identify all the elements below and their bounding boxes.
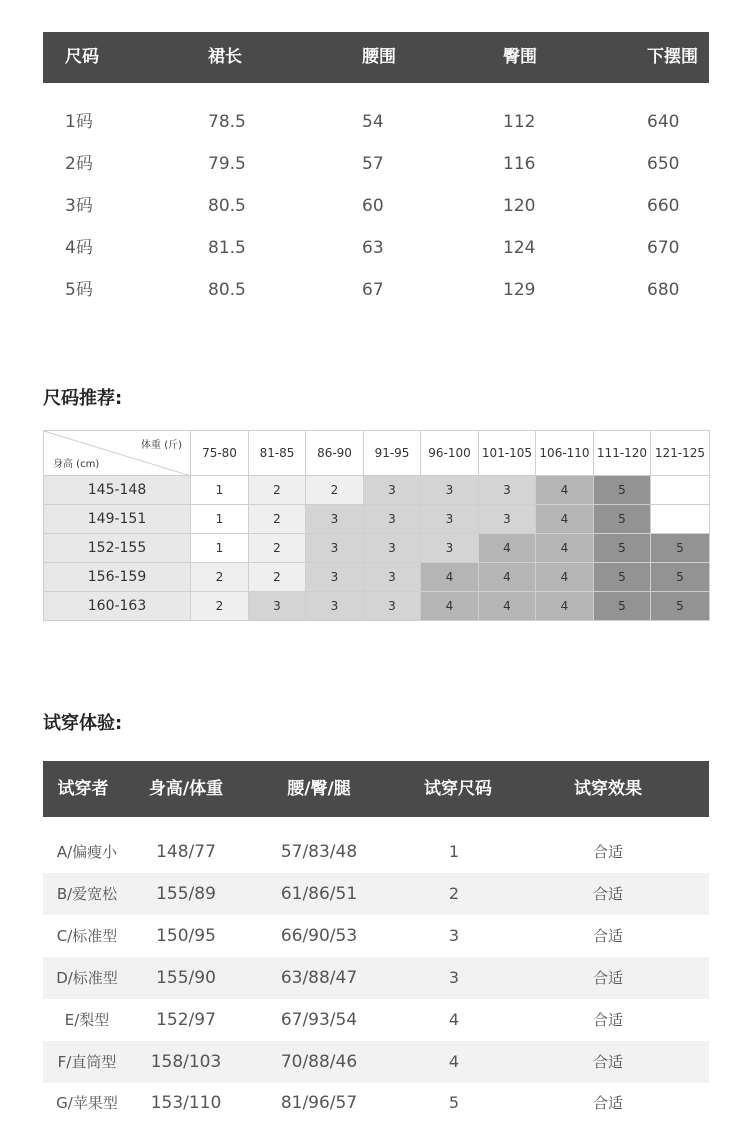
weight-range: 81-85 — [249, 431, 306, 476]
fit-cell: 81/96/57 — [280, 1093, 358, 1113]
header-trial-result: 试穿效果 — [574, 779, 642, 799]
fit-cell: 合适 — [592, 1053, 624, 1071]
weight-range: 101-105 — [479, 431, 536, 476]
fit-cell: 155/89 — [156, 884, 216, 904]
size-cell: 4 — [536, 476, 594, 505]
size-cell: 680 — [647, 280, 680, 300]
header-size: 尺码 — [65, 47, 99, 67]
size-cell: 79.5 — [208, 154, 246, 174]
fit-cell: 3 — [448, 968, 460, 987]
weight-range: 86-90 — [306, 431, 364, 476]
recommendation-title: 尺码推荐: — [43, 388, 123, 409]
weight-range: 96-100 — [421, 431, 479, 476]
header-tester: 试穿者 — [57, 779, 109, 799]
size-cell: 3 — [364, 592, 421, 621]
size-cell: 63 — [362, 238, 384, 258]
size-cell: 80.5 — [208, 280, 246, 300]
size-cell: 4 — [421, 592, 479, 621]
fit-cell: 158/103 — [150, 1052, 222, 1072]
fit-cell: 155/90 — [156, 968, 216, 988]
recommendation-row — [44, 534, 710, 563]
size-cell: 3 — [306, 534, 364, 563]
recommendation-row — [44, 505, 710, 534]
recommendation-row — [44, 592, 710, 621]
fit-cell: 66/90/53 — [280, 926, 358, 946]
fit-cell: 148/77 — [156, 842, 216, 862]
size-cell: 3 — [479, 505, 536, 534]
size-cell: 4码 — [65, 238, 93, 258]
fit-cell: A/偏瘦小 — [56, 843, 118, 861]
fit-cell: 67/93/54 — [280, 1010, 358, 1030]
fit-cell: C/标准型 — [56, 927, 118, 945]
fitting-row — [43, 915, 709, 957]
size-cell: 78.5 — [208, 112, 246, 132]
weight-range: 121-125 — [651, 431, 710, 476]
size-cell: 5 — [651, 563, 710, 592]
fit-cell: 合适 — [592, 1011, 624, 1029]
size-cell: 3码 — [65, 196, 93, 216]
height-range: 160-163 — [44, 592, 191, 621]
fit-cell: B/爱宽松 — [56, 885, 118, 903]
size-cell: 4 — [536, 592, 594, 621]
corner-cell — [44, 431, 191, 476]
fitting-row — [43, 873, 709, 915]
fit-cell: 合适 — [592, 969, 624, 987]
size-cell: 2 — [191, 563, 249, 592]
size-cell: 129 — [503, 280, 536, 300]
size-cell: 2码 — [65, 154, 93, 174]
fit-cell: 5 — [448, 1093, 460, 1112]
size-cell: 1 — [191, 476, 249, 505]
size-cell: 3 — [306, 592, 364, 621]
size-row — [43, 185, 709, 227]
size-cell: 2 — [249, 534, 306, 563]
size-cell: 4 — [536, 563, 594, 592]
size-cell: 3 — [421, 476, 479, 505]
fit-cell: 61/86/51 — [280, 884, 358, 904]
size-cell: 3 — [364, 563, 421, 592]
fit-cell: 70/88/46 — [280, 1052, 358, 1072]
fitting-row — [43, 1082, 709, 1124]
size-cell: 2 — [249, 563, 306, 592]
size-cell: 5 — [594, 592, 651, 621]
weight-range: 111-120 — [594, 431, 651, 476]
size-cell: 67 — [362, 280, 384, 300]
fit-cell: D/标准型 — [56, 969, 118, 987]
size-cell: 3 — [306, 563, 364, 592]
size-row — [43, 269, 709, 311]
fitting-row — [43, 1041, 709, 1083]
header-measurements: 腰/臀/腿 — [287, 779, 351, 799]
size-cell: 3 — [364, 534, 421, 563]
size-cell: 640 — [647, 112, 680, 132]
size-cell: 120 — [503, 196, 536, 216]
size-cell: 5 — [594, 534, 651, 563]
fit-cell: 4 — [448, 1010, 460, 1029]
size-cell: 3 — [364, 505, 421, 534]
weight-range: 106-110 — [536, 431, 594, 476]
size-cell: 5码 — [65, 280, 93, 300]
fit-cell: E/梨型 — [64, 1011, 110, 1029]
size-cell: 4 — [536, 505, 594, 534]
size-cell: 5 — [594, 505, 651, 534]
recommendation-table — [43, 430, 710, 621]
size-cell: 112 — [503, 112, 536, 132]
size-cell: 3 — [421, 534, 479, 563]
fitting-title: 试穿体验: — [43, 713, 123, 734]
size-cell: 660 — [647, 196, 680, 216]
size-cell: 3 — [421, 505, 479, 534]
size-row — [43, 101, 709, 143]
fit-cell: 3 — [448, 926, 460, 945]
fit-cell: 152/97 — [156, 1010, 216, 1030]
size-row — [43, 143, 709, 185]
size-cell: 650 — [647, 154, 680, 174]
size-cell: 1 — [191, 534, 249, 563]
weight-range: 91-95 — [364, 431, 421, 476]
size-cell: 80.5 — [208, 196, 246, 216]
height-axis-label: 身高 (cm) — [53, 459, 100, 470]
recommendation-row — [44, 476, 710, 505]
size-cell: 4 — [479, 534, 536, 563]
weight-axis-label: 体重 (斤) — [141, 440, 182, 451]
fit-cell: 合适 — [592, 1094, 624, 1112]
header-skirt-length: 裙长 — [208, 47, 242, 67]
height-range: 145-148 — [44, 476, 191, 505]
fit-cell: 153/110 — [150, 1093, 222, 1113]
size-cell: 1码 — [65, 112, 93, 132]
fitting-table-header — [43, 761, 709, 817]
fit-cell: 150/95 — [156, 926, 216, 946]
fit-cell: 4 — [448, 1052, 460, 1071]
size-cell-empty — [651, 505, 710, 534]
header-hem: 下摆围 — [647, 47, 698, 67]
size-cell: 60 — [362, 196, 384, 216]
fit-cell: G/苹果型 — [56, 1094, 118, 1112]
fit-cell: 2 — [448, 884, 460, 903]
fit-cell: F/直筒型 — [57, 1053, 117, 1071]
fit-cell: 57/83/48 — [280, 842, 358, 862]
size-cell: 2 — [249, 476, 306, 505]
fitting-row — [43, 957, 709, 999]
fit-cell: 合适 — [592, 927, 624, 945]
size-cell: 5 — [594, 476, 651, 505]
size-cell: 2 — [191, 592, 249, 621]
size-cell: 5 — [594, 563, 651, 592]
fit-cell: 63/88/47 — [280, 968, 358, 988]
size-cell: 3 — [306, 505, 364, 534]
size-cell: 3 — [249, 592, 306, 621]
size-cell: 1 — [191, 505, 249, 534]
size-cell: 124 — [503, 238, 536, 258]
size-cell: 3 — [479, 476, 536, 505]
fitting-row — [43, 831, 709, 873]
size-cell: 670 — [647, 238, 680, 258]
size-cell: 5 — [651, 592, 710, 621]
size-cell-empty — [651, 476, 710, 505]
weight-range: 75-80 — [191, 431, 249, 476]
size-cell: 5 — [651, 534, 710, 563]
fitting-row — [43, 999, 709, 1041]
size-table-header — [43, 32, 709, 83]
header-hip: 臀围 — [503, 47, 537, 67]
recommendation-row — [44, 563, 710, 592]
size-cell: 3 — [364, 476, 421, 505]
size-cell: 81.5 — [208, 238, 246, 258]
fit-cell: 合适 — [592, 843, 624, 861]
size-row — [43, 227, 709, 269]
fit-cell: 1 — [448, 842, 460, 861]
size-cell: 57 — [362, 154, 384, 174]
header-waist: 腰围 — [362, 47, 396, 67]
size-cell: 2 — [249, 505, 306, 534]
size-cell: 2 — [306, 476, 364, 505]
header-trial-size: 试穿尺码 — [424, 779, 492, 799]
size-cell: 4 — [421, 563, 479, 592]
height-range: 149-151 — [44, 505, 191, 534]
height-range: 156-159 — [44, 563, 191, 592]
header-height-weight: 身高/体重 — [148, 779, 224, 799]
size-cell: 116 — [503, 154, 536, 174]
size-cell: 4 — [479, 592, 536, 621]
fit-cell: 合适 — [592, 885, 624, 903]
recommendation-header-row — [44, 431, 710, 476]
size-cell: 4 — [536, 534, 594, 563]
size-cell: 4 — [479, 563, 536, 592]
height-range: 152-155 — [44, 534, 191, 563]
size-cell: 54 — [362, 112, 384, 132]
